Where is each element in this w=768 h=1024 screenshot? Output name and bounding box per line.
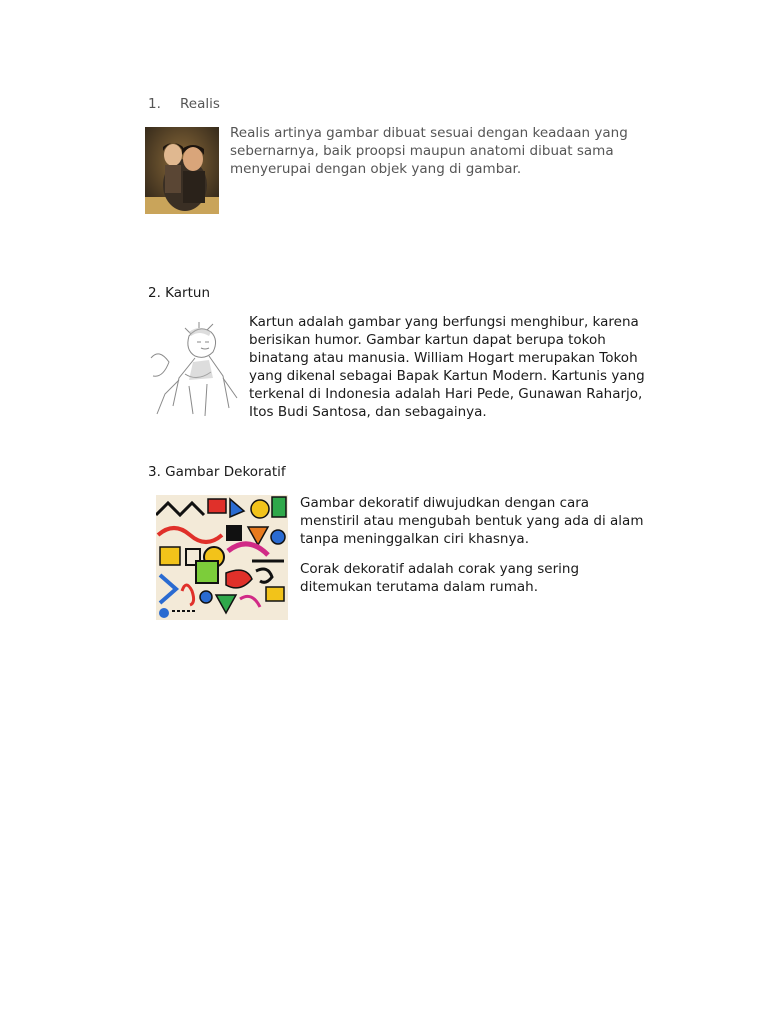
portrait-photo-icon xyxy=(145,127,219,214)
section-1-paragraph: Realis artinya gambar dibuat sesuai dengan keadaan yang sebernarnya, baik proopsi maupun anatomi dibuat sama menyerupai dengan objek yang di gambar. xyxy=(230,125,628,177)
section-1-body xyxy=(230,124,660,178)
section-2-heading: 2. Kartun xyxy=(148,285,211,301)
decorative-pattern-icon xyxy=(156,495,288,620)
section-2-paragraph: Kartun adalah gambar yang berfungsi menghibur, karena berisikan humor. Gambar kartun dapat berupa tokoh binatang atau manusia. William Hogart merupakan Tokoh yang dikenal sebagai Bapak Kartun Modern. Kartunis yang terkenal di Indonesia adalah Hari Pede, Gunawan Raharjo, Itos Budi Santosa, dan sebagainya. xyxy=(249,314,645,420)
section-1-heading xyxy=(148,95,220,113)
section-2-body xyxy=(249,313,669,421)
section-1-title: Realis xyxy=(180,96,220,112)
section-1-number: 1. xyxy=(148,96,161,112)
section-3-paragraph-2: Corak dekoratif adalah corak yang sering ditemukan terutama dalam rumah. xyxy=(300,561,580,595)
section-3-body xyxy=(300,494,650,596)
section-3-heading: 3. Gambar Dekoratif xyxy=(148,464,286,480)
cartoon-sketch-icon xyxy=(149,318,239,420)
section-3-paragraph-1: Gambar dekoratif diwujudkan dengan cara menstiril atau mengubah bentuk yang ada di alam tanpa meninggalkan ciri khasnya. xyxy=(300,495,644,547)
